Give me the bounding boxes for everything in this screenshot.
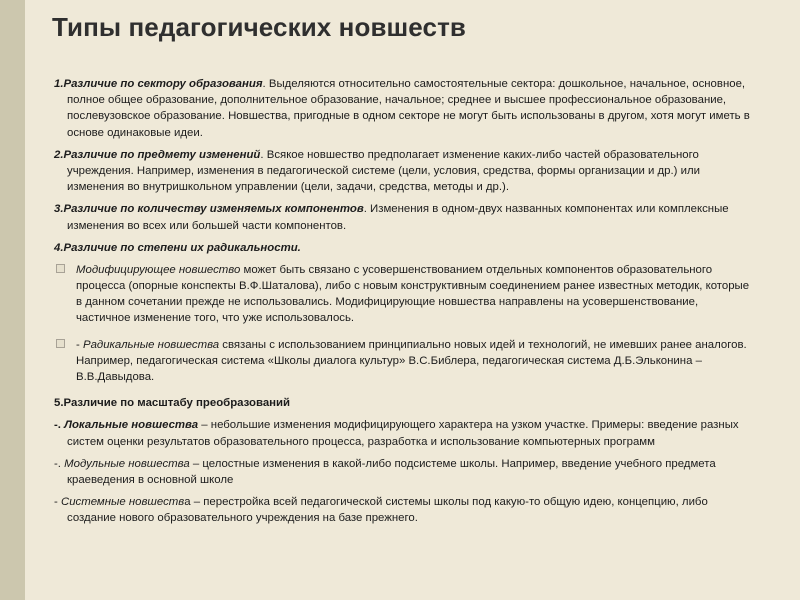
paragraph-sector — [54, 76, 754, 141]
paragraph-components — [54, 201, 754, 233]
item-local — [54, 417, 754, 449]
paragraph-subject — [54, 147, 754, 196]
item-modular — [54, 456, 754, 488]
paragraph-subject-text: . Всякое новшество предполагает изменение каких-либо частей образовательного учреждения. Например, изменения в педагогической системе (цели, условия, средства, формы организации и др.) или изменения во внутришкольном управлении (цели, задачи, средства, методы и др.). — [67, 148, 700, 194]
paragraph-radicality-lead: 4.Различие по степени их радикальности. — [54, 241, 301, 254]
decorative-left-band-inner — [25, 0, 34, 600]
bullet-modifying-text: может быть связано с усовершенствованием отдельных компонентов образовательного процесса (опорные конспекты В.Ф.Шаталова), либо с новым конструктивным соединением ранее известных методик, которые в данном сочетании прежде не использовались. Модифицирующие новшества направлены на усовершенствование, частичное изменение того, что уже использовалось. — [76, 263, 750, 325]
item-systemic-lead: Системные новшеств — [60, 496, 185, 509]
bullet-radical-lead: Радикальные новшества — [82, 338, 220, 351]
item-systemic-text: а – перестройка всей педагогической системы школы под какую-то общую идею, концепцию, либо создание нового образовательного учреждения на базе прежнего. — [67, 496, 708, 525]
paragraph-components-text: . Изменения в одном-двух названных компонентах или комплексные изменения во всех или большей части компонентов. — [67, 203, 729, 232]
paragraph-sector-text: . Выделяются относительно самостоятельные сектора: дошкольное, начальное, основное, полное общее образование, дополнительное образование, начальное; среднее и высшее профессиональное образование, послевузовское образование. Новшества, пригодные в одном секторе не могут быть использованы в другом, хотя могут иметь в основе одинаковые идеи. — [67, 78, 750, 139]
slide-body — [54, 76, 754, 533]
square-bullet-icon — [56, 264, 65, 273]
item-modular-prefix: -. — [54, 457, 65, 470]
page-title: Типы педагогических новшеств — [52, 12, 467, 42]
paragraph-sector-lead: 1.Различие по сектору образования — [54, 78, 263, 90]
bullet-radical-prefix: - — [76, 338, 83, 351]
item-systemic — [54, 494, 754, 526]
item-systemic-prefix: - — [54, 496, 61, 509]
bullet-radical-text: связаны с использованием принципиально новых идей и технологий, не имевших ранее аналогов. Например, педагогическая система «Школы диалога культур» В.С.Библера, педагогическая система Д.Б.Эльконина – В.В.Давыдова. — [76, 338, 747, 383]
item-local-prefix: -. — [54, 419, 65, 432]
item-modular-lead: Модульные новшества — [64, 457, 190, 470]
paragraph-radicality — [54, 240, 754, 256]
section-heading-scale-label: 5.Различие по масштабу преобразований — [54, 397, 291, 410]
list-item — [54, 337, 754, 386]
section-heading-scale — [54, 395, 754, 411]
item-modular-text: – целостные изменения в какой-либо подсистеме школы. Например, введение учебного предмета краеведения в основной школе — [67, 457, 716, 486]
decorative-left-band — [0, 0, 34, 600]
bullet-modifying-lead: Модифицирующее новшество — [76, 263, 241, 276]
item-local-lead: Локальные новшества — [64, 419, 199, 432]
paragraph-subject-lead: 2.Различие по предмету изменений — [54, 148, 261, 161]
item-local-text: – небольшие изменения модифицирующего характера на узком участке. Примеры: введение разных систем оценки результатов образовательного процесса, разработка и использование компьютерных программ — [67, 419, 739, 448]
square-bullet-icon — [56, 339, 65, 348]
list-item — [54, 262, 754, 327]
paragraph-components-lead: 3.Различие по количеству изменяемых компонентов — [54, 203, 364, 216]
